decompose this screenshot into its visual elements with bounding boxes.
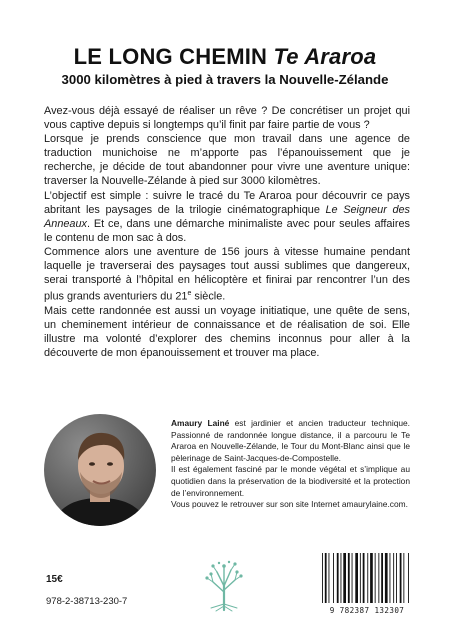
barcode-bar — [337, 553, 339, 603]
barcode-bar — [322, 553, 323, 603]
author-bio — [171, 418, 410, 511]
blurb-text: . Et ce, dans une démarche minimaliste avec pour seules affaires le contenu de mon sac à dos. — [44, 217, 410, 244]
bio-paragraph: Vous pouvez le retrouver sur son site Internet amaurylaine.com. — [171, 499, 408, 510]
barcode-bar — [341, 553, 342, 603]
book-title-main: LE LONG CHEMIN — [73, 44, 268, 69]
barcode-bar — [393, 553, 394, 603]
barcode-bar — [375, 553, 376, 603]
barcode-bar — [370, 553, 373, 603]
barcode-bar — [352, 553, 353, 603]
author-photo — [44, 414, 156, 526]
barcode-bar — [367, 553, 368, 603]
film-title: Le Seigneur des Anneaux — [44, 203, 410, 230]
blurb-paragraph: Avez-vous déjà essayé de réaliser un rêve ? De concrétiser un projet qui vous captive depuis si longtemps qu’il finit par faire partie de vous ? — [44, 105, 410, 132]
barcode-bar — [363, 553, 365, 603]
blurb — [44, 104, 410, 360]
isbn: 978-2-38713-230-7 — [46, 596, 128, 607]
blurb-paragraph: Mais cette randonnée est aussi un voyage initiatique, une quête de sens, un cheminement intérieur de connaissance et de réalisation de soi. Elle illustre ma volonté d’explorer des chemins inconnus pour aller à la découverte de mon épanouissement et trouver ma place. — [44, 304, 410, 360]
barcode-bar — [400, 553, 402, 603]
barcode-bar — [348, 553, 350, 603]
book-title-italic: Te Araroa — [273, 44, 377, 69]
barcode-bar — [325, 553, 327, 603]
bio-paragraph — [171, 418, 410, 464]
barcode-bar — [333, 553, 334, 603]
book-subtitle: 3000 kilomètres à pied à travers la Nouvelle-Zélande — [61, 72, 389, 87]
barcode-number: 9 782387 132307 — [329, 606, 405, 615]
price: 15€ — [46, 574, 63, 585]
blurb-text: Commence alors une aventure de 156 jours à vitesse humaine pendant laquelle je traverserai des paysages tout aussi sublimes que dangereux, serai transporté à l’hôpital en hélicoptère et finirai par rencontrer l’un des plus grands aventuriers du 21 — [44, 245, 410, 303]
barcode-bar — [396, 553, 397, 603]
barcode-bar — [403, 553, 404, 603]
blurb-paragraph: Lorsque je prends conscience que mon travail dans une agence de traduction munichoise ne m’apporte pas l’épanouissement que je recherche, je décide de tout abandonner pour vivre une aventure unique: traverser la Nouvelle-Zélande à pied sur 3000 kilomètres. — [44, 133, 410, 188]
barcode-bar — [385, 553, 388, 603]
superscript: e — [187, 290, 192, 298]
blurb-text: siècle. — [191, 290, 226, 303]
blurb-paragraph — [44, 189, 410, 245]
tree-icon — [203, 558, 245, 612]
barcode-bar — [360, 553, 361, 603]
bio-text: est jardinier et ancien traducteur technique. Passionné de randonnée longue distance, il a parcouru le Te Araroa en Nouvelle-Zélande, le Tour du Mont-Blanc ainsi que le pèlerinage de Saint-Jacques-de-Compostelle. — [171, 418, 410, 463]
author-name: Amaury Lainé — [171, 418, 230, 428]
barcode-bar — [343, 553, 346, 603]
blurb-paragraph — [44, 245, 410, 304]
bio-paragraph: Il est également fasciné par le monde végétal et s’implique au quotidien dans la préservation de la biodiversité et la protection de l’environnement. — [171, 464, 410, 498]
blurb-text: L’objectif est simple : suivre le tracé du Te Araroa pour découvrir ce pays abritant les paysages de la trilogie cinématographique — [44, 189, 410, 216]
barcode-bar — [390, 553, 391, 603]
barcode-bar — [408, 553, 409, 603]
barcode-bar — [378, 553, 379, 603]
barcode-bar — [355, 553, 358, 603]
barcode-bar — [381, 553, 383, 603]
barcode-bar — [329, 553, 330, 603]
book-title — [0, 44, 450, 70]
